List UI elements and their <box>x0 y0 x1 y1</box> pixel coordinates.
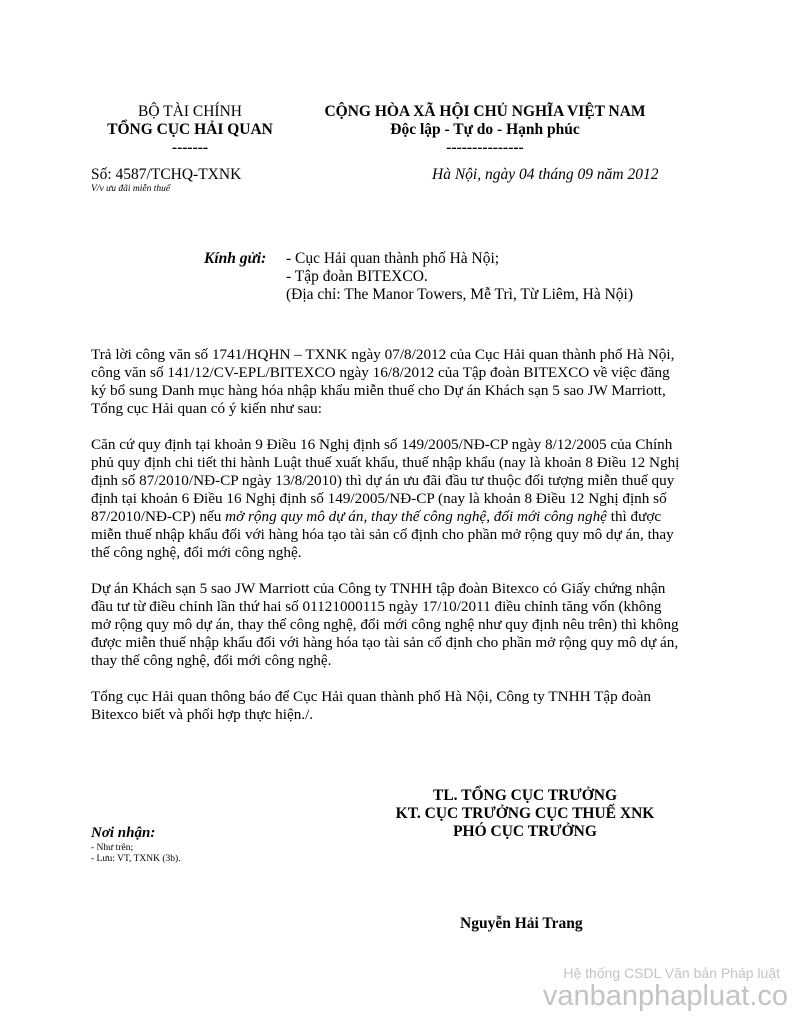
document-subject: V/v ưu đãi miễn thuế <box>91 184 171 194</box>
paragraph-line: công văn số 141/12/CV-EPL/BITEXCO ngày 16/8/2012 của Tập đoàn BITEXCO về việc đăng <box>91 364 670 381</box>
text-run: thì được <box>606 508 662 525</box>
watermark-line-1: Hệ thống CSDL Văn bản Pháp luật <box>563 965 780 981</box>
paragraph-line: phủ quy định chi tiết thi hành Luật thuế xuất khẩu, thuế nhập khẩu (nay là khoản 8 Điều 12 Nghị <box>91 454 680 471</box>
paragraph-line: Tổng cục Hải quan thông báo để Cục Hải quan thành phố Hà Nội, Công ty TNHH Tập đoàn <box>91 688 652 705</box>
header-left <box>80 103 300 157</box>
receiver-item: - Lưu: VT, TXNK (3b). <box>91 854 181 864</box>
ministry-name: BỘ TÀI CHÍNH <box>138 103 242 120</box>
paragraph-line: miễn thuế nhập khẩu đối với hàng hóa tạo tài sản cố định cho phần mở rộng quy mô dự án, thay <box>91 526 674 543</box>
country-name: CỘNG HÒA XÃ HỘI CHỦ NGHĨA VIỆT NAM <box>324 103 646 120</box>
paragraph-line: mở rộng quy mô dự án, thay thế công nghệ, đổi mới công nghệ như quy định nêu trên) thì không <box>91 616 679 633</box>
paragraph-line: Dự án Khách sạn 5 sao JW Marriott của Công ty TNHH tập đoàn Bitexco có Giấy chứng nhận <box>91 580 666 597</box>
watermark-line-2: vanbanphapluat.co <box>542 980 788 1012</box>
paragraph-line: đầu tư từ điều chỉnh lần thứ hai số 01121000115 ngày 17/10/2011 điều chỉnh tăng vốn (không <box>91 598 662 615</box>
recipient-address: (Địa chỉ: The Manor Towers, Mễ Trì, Từ Liêm, Hà Nội) <box>286 286 633 303</box>
recipients-label: Kính gửi: <box>204 250 267 267</box>
paragraph-line: Bitexco biết và phối hợp thực hiện./. <box>91 706 314 723</box>
signature-block <box>380 787 670 841</box>
paragraph-line: Căn cứ quy định tại khoản 9 Điều 16 Nghị định số 149/2005/NĐ-CP ngày 8/12/2005 của Chính <box>91 436 673 453</box>
paragraph-line: được miễn thuế nhập khẩu đối với hàng hóa tạo tài sản cố định cho phần mở rộng quy mô dự án, <box>91 634 679 651</box>
paragraph-line <box>91 508 711 526</box>
header-left-dashes: ------- <box>171 139 209 156</box>
place-date: Hà Nội, ngày 04 tháng 09 năm 2012 <box>432 166 659 183</box>
recipients-list <box>286 250 633 304</box>
recipient-1: - Cục Hải quan thành phố Hà Nội; <box>286 250 500 267</box>
paragraph-2 <box>91 436 711 562</box>
paragraph-line: Tổng cục Hải quan có ý kiến như sau: <box>91 400 322 417</box>
signer-name: Nguyễn Hải Trang <box>460 915 583 932</box>
paragraph-line: thay thế công nghệ, đổi mới công nghệ. <box>91 652 332 669</box>
receiver-item: - Như trên; <box>91 843 134 853</box>
paragraph-line: thế công nghệ, đổi mới công nghệ. <box>91 544 302 561</box>
receivers-title: Nơi nhận: <box>91 825 156 841</box>
department-name: TỔNG CỤC HẢI QUAN <box>107 121 273 138</box>
signature-title-3: PHÓ CỤC TRƯỞNG <box>453 823 597 840</box>
paragraph-line: ký bổ sung Danh mục hàng hóa nhập khẩu miễn thuế cho Dự án Khách sạn 5 sao JW Marriott, <box>91 382 666 399</box>
signature-title-2: KT. CỤC TRƯỞNG CỤC THUẾ XNK <box>395 805 655 822</box>
paragraph-3 <box>91 580 711 670</box>
document-number: Số: 4587/TCHQ-TXNK <box>91 166 242 183</box>
emphasis-text: mở rộng quy mô dự án, thay thế công nghệ, đổi mới công nghệ <box>225 508 607 525</box>
recipient-2: - Tập đoàn BITEXCO. <box>286 268 428 285</box>
text-run: 87/2010/NĐ-CP) nếu <box>91 508 226 525</box>
paragraph-4 <box>91 688 711 724</box>
paragraph-line: định tại khoản 6 Điều 16 Nghị định số 149/2005/NĐ-CP (nay là khoản 8 Điều 12 Nghị định số <box>91 490 667 507</box>
header-right-dashes: --------------- <box>446 139 524 156</box>
signature-title-1: TL. TỔNG CỤC TRƯỞNG <box>432 787 618 804</box>
receivers-list <box>91 843 181 865</box>
header-right <box>300 103 670 157</box>
paragraph-1 <box>91 346 711 418</box>
national-motto: Độc lập - Tự do - Hạnh phúc <box>390 121 580 138</box>
paragraph-line: Trả lời công văn số 1741/HQHN – TXNK ngày 07/8/2012 của Cục Hải quan thành phố Hà Nội, <box>91 346 675 363</box>
paragraph-line: định số 87/2010/NĐ-CP ngày 13/8/2010) thì dự án ưu đãi đầu tư thuộc đối tượng miễn thuế quy <box>91 472 675 489</box>
